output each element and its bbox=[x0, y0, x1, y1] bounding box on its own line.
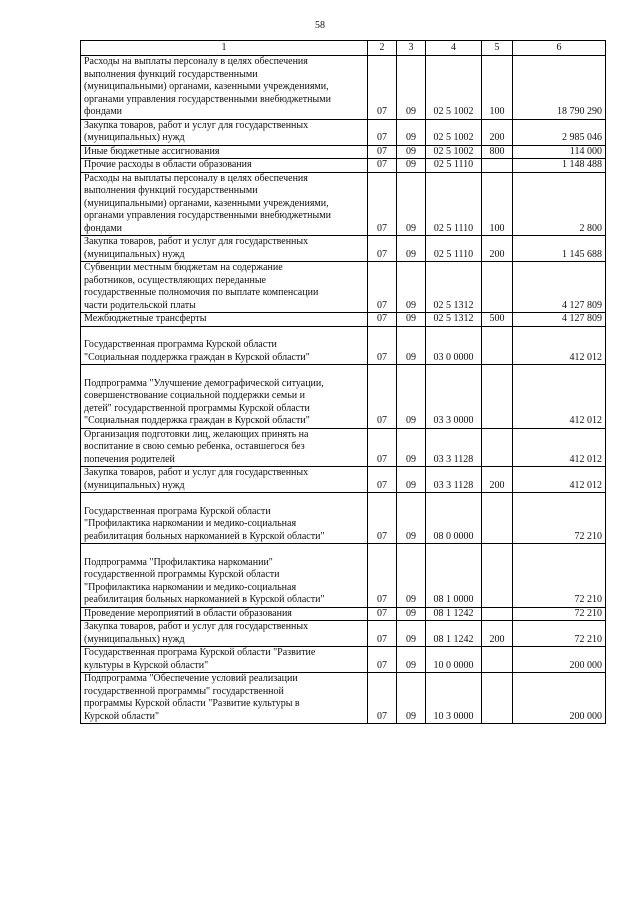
target-article-cell: 02 5 1002 bbox=[426, 119, 482, 145]
row-name-cell: Организация подготовки лиц, желающих принять на воспитание в свою семью ребенка, оставшегося без попечения родителей bbox=[81, 428, 368, 467]
section-code-cell: 07 bbox=[368, 467, 397, 493]
subsection-code-cell: 09 bbox=[397, 428, 426, 467]
row-name-cell: Расходы на выплаты персоналу в целях обеспечения выполнения функций государственными (муниципальными) органами, казенными учреждениями, органами управления государственными внебюджетными фондами bbox=[81, 172, 368, 236]
amount-cell: 412 012 bbox=[513, 467, 606, 493]
amount-cell: 412 012 bbox=[513, 428, 606, 467]
table-row bbox=[81, 493, 606, 544]
expense-type-cell bbox=[482, 647, 513, 673]
column-header: 4 bbox=[426, 41, 482, 56]
table-row bbox=[81, 145, 606, 159]
subsection-code-cell: 09 bbox=[397, 119, 426, 145]
table-row bbox=[81, 159, 606, 173]
column-header: 6 bbox=[513, 41, 606, 56]
table-row bbox=[81, 172, 606, 236]
subsection-code-cell: 09 bbox=[397, 145, 426, 159]
target-article-cell: 03 3 1128 bbox=[426, 467, 482, 493]
row-name-cell: Закупка товаров, работ и услуг для государственных (муниципальных) нужд bbox=[81, 467, 368, 493]
amount-cell: 72 210 bbox=[513, 607, 606, 621]
target-article-cell: 02 5 1110 bbox=[426, 159, 482, 173]
subsection-code-cell: 09 bbox=[397, 673, 426, 724]
expense-type-cell bbox=[482, 159, 513, 173]
section-code-cell: 07 bbox=[368, 493, 397, 544]
target-article-cell: 08 0 0000 bbox=[426, 493, 482, 544]
expense-type-cell: 100 bbox=[482, 172, 513, 236]
target-article-cell: 02 5 1312 bbox=[426, 313, 482, 327]
subsection-code-cell: 09 bbox=[397, 313, 426, 327]
row-name-cell: Межбюджетные трансферты bbox=[81, 313, 368, 327]
amount-cell: 72 210 bbox=[513, 544, 606, 608]
table-row bbox=[81, 607, 606, 621]
table-row bbox=[81, 544, 606, 608]
section-code-cell: 07 bbox=[368, 673, 397, 724]
table-row bbox=[81, 647, 606, 673]
amount-cell: 1 148 488 bbox=[513, 159, 606, 173]
row-name-cell: Подпрограмма "Улучшение демографической ситуации, совершенствование социальной поддержки семьи и детей" государственной программы Курской области "Социальная поддержка граждан в Курской области" bbox=[81, 365, 368, 429]
section-code-cell: 07 bbox=[368, 119, 397, 145]
table-row bbox=[81, 467, 606, 493]
amount-cell: 72 210 bbox=[513, 621, 606, 647]
table-row bbox=[81, 313, 606, 327]
section-code-cell: 07 bbox=[368, 262, 397, 313]
table-row bbox=[81, 621, 606, 647]
expense-type-cell bbox=[482, 428, 513, 467]
section-code-cell: 07 bbox=[368, 236, 397, 262]
subsection-code-cell: 09 bbox=[397, 172, 426, 236]
expense-type-cell: 100 bbox=[482, 56, 513, 120]
section-code-cell: 07 bbox=[368, 326, 397, 365]
subsection-code-cell: 09 bbox=[397, 262, 426, 313]
target-article-cell: 03 3 1128 bbox=[426, 428, 482, 467]
section-code-cell: 07 bbox=[368, 56, 397, 120]
expense-type-cell bbox=[482, 544, 513, 608]
expense-type-cell bbox=[482, 365, 513, 429]
header-row bbox=[81, 41, 606, 56]
target-article-cell: 02 5 1002 bbox=[426, 56, 482, 120]
table-row bbox=[81, 262, 606, 313]
section-code-cell: 07 bbox=[368, 621, 397, 647]
subsection-code-cell: 09 bbox=[397, 621, 426, 647]
table-row bbox=[81, 428, 606, 467]
section-code-cell: 07 bbox=[368, 647, 397, 673]
section-code-cell: 07 bbox=[368, 172, 397, 236]
subsection-code-cell: 09 bbox=[397, 365, 426, 429]
amount-cell: 1 145 688 bbox=[513, 236, 606, 262]
target-article-cell: 03 0 0000 bbox=[426, 326, 482, 365]
target-article-cell: 02 5 1312 bbox=[426, 262, 482, 313]
amount-cell: 412 012 bbox=[513, 365, 606, 429]
row-name-cell: Проведение мероприятий в области образования bbox=[81, 607, 368, 621]
target-article-cell: 08 1 1242 bbox=[426, 607, 482, 621]
row-name-cell: Подпрограмма "Профилактика наркомании" государственной программы Курской области "Профилактика наркомании и медико-социальная реабилитация больных наркоманией в Курской области" bbox=[81, 544, 368, 608]
target-article-cell: 02 5 1110 bbox=[426, 172, 482, 236]
row-name-cell: Закупка товаров, работ и услуг для государственных (муниципальных) нужд bbox=[81, 621, 368, 647]
amount-cell: 114 000 bbox=[513, 145, 606, 159]
table-row bbox=[81, 119, 606, 145]
table-row bbox=[81, 326, 606, 365]
row-name-cell: Закупка товаров, работ и услуг для государственных (муниципальных) нужд bbox=[81, 236, 368, 262]
target-article-cell: 02 5 1110 bbox=[426, 236, 482, 262]
section-code-cell: 07 bbox=[368, 544, 397, 608]
page-number: 58 bbox=[315, 20, 325, 31]
section-code-cell: 07 bbox=[368, 607, 397, 621]
section-code-cell: 07 bbox=[368, 159, 397, 173]
row-name-cell: Государственная програма Курской области "Развитие культуры в Курской области" bbox=[81, 647, 368, 673]
row-name-cell: Закупка товаров, работ и услуг для государственных (муниципальных) нужд bbox=[81, 119, 368, 145]
row-name-cell: Прочие расходы в области образования bbox=[81, 159, 368, 173]
amount-cell: 200 000 bbox=[513, 647, 606, 673]
column-header: 5 bbox=[482, 41, 513, 56]
subsection-code-cell: 09 bbox=[397, 467, 426, 493]
target-article-cell: 02 5 1002 bbox=[426, 145, 482, 159]
table-row bbox=[81, 365, 606, 429]
subsection-code-cell: 09 bbox=[397, 56, 426, 120]
expense-type-cell: 200 bbox=[482, 236, 513, 262]
target-article-cell: 08 1 0000 bbox=[426, 544, 482, 608]
expense-type-cell bbox=[482, 493, 513, 544]
subsection-code-cell: 09 bbox=[397, 607, 426, 621]
amount-cell: 4 127 809 bbox=[513, 313, 606, 327]
amount-cell: 200 000 bbox=[513, 673, 606, 724]
table-row bbox=[81, 56, 606, 120]
row-name-cell: Расходы на выплаты персоналу в целях обеспечения выполнения функций государственными (муниципальными) органами, казенными учреждениями, органами управления государственными внебюджетными фондами bbox=[81, 56, 368, 120]
amount-cell: 2 800 bbox=[513, 172, 606, 236]
expense-type-cell bbox=[482, 262, 513, 313]
amount-cell: 412 012 bbox=[513, 326, 606, 365]
subsection-code-cell: 09 bbox=[397, 544, 426, 608]
expense-type-cell bbox=[482, 326, 513, 365]
table-header bbox=[81, 41, 606, 56]
expense-type-cell: 200 bbox=[482, 119, 513, 145]
expense-type-cell: 200 bbox=[482, 467, 513, 493]
expense-type-cell: 800 bbox=[482, 145, 513, 159]
column-header: 1 bbox=[81, 41, 368, 56]
budget-table bbox=[80, 40, 606, 724]
column-header: 2 bbox=[368, 41, 397, 56]
subsection-code-cell: 09 bbox=[397, 647, 426, 673]
amount-cell: 2 985 046 bbox=[513, 119, 606, 145]
table-body bbox=[81, 56, 606, 724]
section-code-cell: 07 bbox=[368, 428, 397, 467]
table-row bbox=[81, 236, 606, 262]
subsection-code-cell: 09 bbox=[397, 493, 426, 544]
table-row bbox=[81, 673, 606, 724]
amount-cell: 18 790 290 bbox=[513, 56, 606, 120]
row-name-cell: Государственная программа Курской области "Социальная поддержка граждан в Курской области" bbox=[81, 326, 368, 365]
expense-type-cell: 200 bbox=[482, 621, 513, 647]
subsection-code-cell: 09 bbox=[397, 326, 426, 365]
amount-cell: 72 210 bbox=[513, 493, 606, 544]
row-name-cell: Субвенции местным бюджетам на содержание работников, осуществляющих переданные государственные полномочия по выплате компенсации части родительской платы bbox=[81, 262, 368, 313]
row-name-cell: Подпрограмма "Обеспечение условий реализации государственной программы" государственной программы Курской области "Развитие культуры в Курской области" bbox=[81, 673, 368, 724]
section-code-cell: 07 bbox=[368, 365, 397, 429]
amount-cell: 4 127 809 bbox=[513, 262, 606, 313]
column-header: 3 bbox=[397, 41, 426, 56]
row-name-cell: Государственная програма Курской области "Профилактика наркомании и медико-социальная реабилитация больных наркоманией в Курской области" bbox=[81, 493, 368, 544]
expense-type-cell bbox=[482, 607, 513, 621]
row-name-cell: Иные бюджетные ассигнования bbox=[81, 145, 368, 159]
target-article-cell: 10 3 0000 bbox=[426, 673, 482, 724]
target-article-cell: 03 3 0000 bbox=[426, 365, 482, 429]
expense-type-cell bbox=[482, 673, 513, 724]
section-code-cell: 07 bbox=[368, 313, 397, 327]
expense-type-cell: 500 bbox=[482, 313, 513, 327]
subsection-code-cell: 09 bbox=[397, 159, 426, 173]
target-article-cell: 10 0 0000 bbox=[426, 647, 482, 673]
subsection-code-cell: 09 bbox=[397, 236, 426, 262]
target-article-cell: 08 1 1242 bbox=[426, 621, 482, 647]
section-code-cell: 07 bbox=[368, 145, 397, 159]
